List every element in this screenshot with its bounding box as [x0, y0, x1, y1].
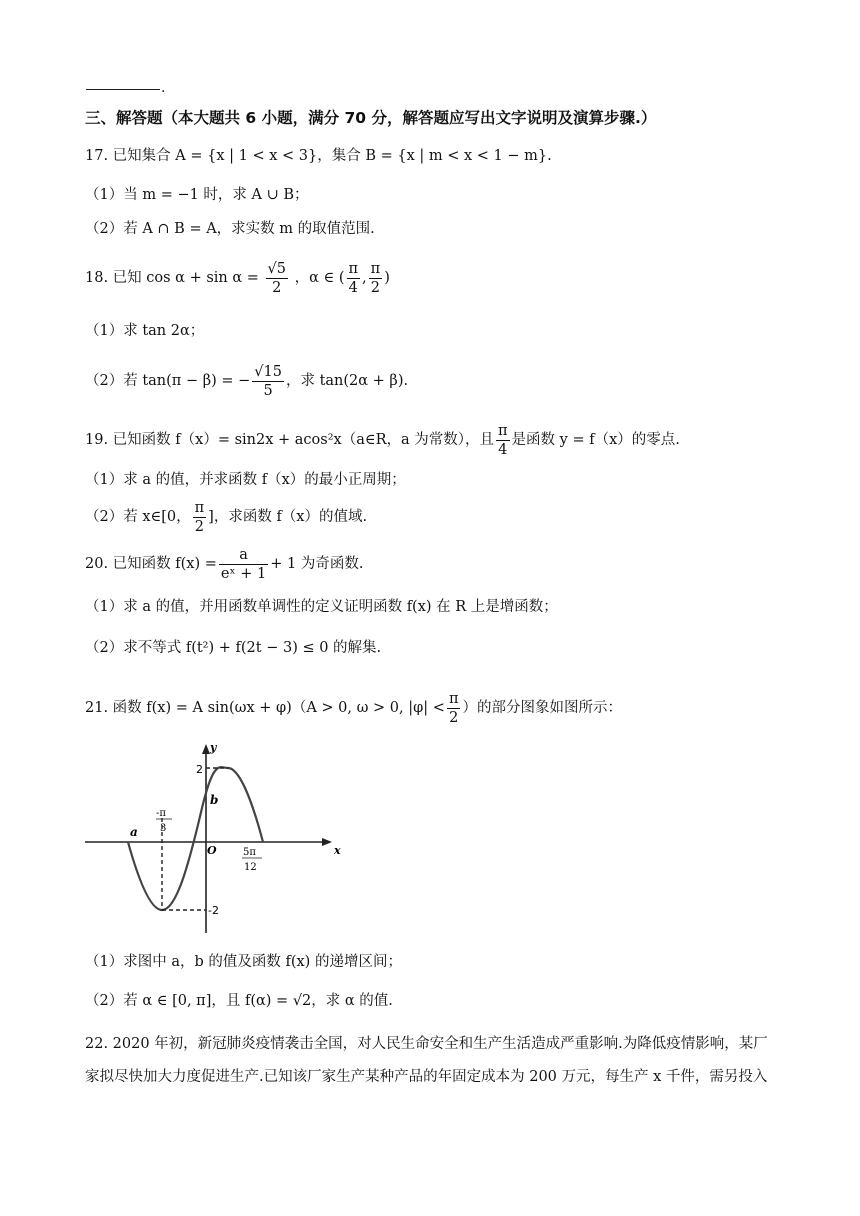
- q21-stem-pre: 21. 函数 f(x) = A sin(ωx + φ)（A > 0, ω > 0, |φ| <: [85, 700, 445, 716]
- q18-stem: [85, 258, 390, 298]
- q19-frac-num: π: [498, 422, 508, 439]
- q21-fraction: [447, 690, 461, 727]
- q20-frac-den: eˣ + 1: [220, 565, 267, 582]
- y-axis-label: y: [210, 741, 217, 754]
- q18-fraction: [266, 260, 288, 297]
- q18-stem-mid: ，α ∈ (: [294, 270, 345, 286]
- blank-period: .: [161, 80, 166, 96]
- q18-p2-pre: （2）若 tan(π − β) = −: [85, 373, 251, 389]
- q20-stem-post: + 1 为奇函数.: [270, 556, 364, 572]
- q18-p2-den: 5: [263, 382, 273, 399]
- q20-fraction: [219, 546, 268, 583]
- q18-b-num: π: [370, 260, 381, 277]
- q18-frac-den: 2: [272, 279, 282, 296]
- q18-a-den: 4: [348, 279, 358, 296]
- q19-stem-post: 是函数 y = f（x）的零点.: [511, 432, 680, 448]
- tick-left-num: -π: [156, 808, 166, 819]
- q19-p2-num: π: [194, 499, 205, 516]
- q18-p2-post: ，求 tan(2α + β).: [285, 373, 409, 389]
- q19-fraction: [496, 422, 510, 459]
- q19-stem: [85, 420, 680, 460]
- point-b-label: b: [210, 793, 219, 807]
- q20-part2: （2）求不等式 f(t²) + f(2t − 3) ≤ 0 的解集.: [85, 640, 382, 656]
- q18-interval-left: [347, 260, 361, 297]
- y-max-label: 2: [196, 763, 203, 776]
- q20-stem-pre: 20. 已知函数 f(x) =: [85, 556, 217, 572]
- q19-p2-fraction: [193, 499, 207, 536]
- q19-stem-pre: 19. 已知函数 f（x）= sin2x + acos²x（a∈R，a 为常数），且: [85, 432, 494, 448]
- q19-part1: （1）求 a 的值，并求函数 f（x）的最小正周期；: [85, 472, 406, 488]
- q18-interval-right: [369, 260, 383, 297]
- q22-line2: 家拟尽快加大力度促进生产.已知该厂家生产某种产品的年固定成本为 200 万元，每生产 x 千件，需另投入: [85, 1069, 768, 1085]
- q21-part2: （2）若 α ∈ [0, π]，且 f(α) = √2，求 α 的值.: [85, 993, 393, 1009]
- q19-p2-post: ]，求函数 f（x）的值域.: [208, 509, 368, 525]
- q18-part2: [85, 361, 408, 401]
- q18-p2-fraction: [252, 363, 284, 400]
- tick-right-den: 12: [244, 862, 257, 873]
- x-axis-arrow: [322, 838, 332, 846]
- q21-frac-den: 2: [449, 709, 459, 726]
- q20-part1: （1）求 a 的值，并用函数单调性的定义证明函数 f(x) 在 R 上是增函数；: [85, 599, 558, 615]
- q18-b-den: 2: [370, 279, 381, 296]
- q17-stem: 17. 已知集合 A = {x | 1 < x < 3}，集合 B = {x | m < x < 1 − m}.: [85, 148, 552, 164]
- sine-curve: [128, 767, 263, 910]
- tick-left-den: 3: [160, 823, 167, 834]
- q17-part2: （2）若 A ∩ B = A，求实数 m 的取值范围.: [85, 221, 375, 237]
- q21-frac-num: π: [448, 690, 459, 707]
- q19-p2-den: 2: [194, 518, 205, 535]
- q17-part1: （1）当 m = −1 时，求 A ∪ B；: [85, 187, 309, 203]
- q18-p2-num: √15: [254, 363, 282, 380]
- q19-part2: [85, 497, 367, 537]
- q20-stem: [85, 544, 363, 584]
- q21-stem: [85, 688, 622, 728]
- sine-graph: [80, 738, 350, 938]
- section-heading: 三、解答题（本大题共 6 小题，满分 70 分，解答题应写出文字说明及演算步骤.）: [85, 109, 657, 127]
- y-min-label: -2: [208, 904, 219, 917]
- q20-frac-num: a: [219, 546, 268, 565]
- origin-label: O: [207, 844, 217, 857]
- q19-p2-pre: （2）若 x∈[0，: [85, 509, 191, 525]
- q18-stem-pre: 18. 已知 cos α + sin α =: [85, 270, 259, 286]
- q19-frac-den: 4: [498, 441, 508, 458]
- x-axis-label: x: [334, 844, 341, 857]
- q18-a-num: π: [348, 260, 359, 277]
- point-a-label: a: [130, 825, 138, 839]
- q18-close: ): [384, 270, 390, 286]
- answer-blank: [86, 89, 160, 90]
- tick-right-num: 5π: [243, 847, 256, 858]
- q21-stem-post: ）的部分图象如图所示：: [462, 700, 622, 716]
- q22-line1: 22. 2020 年初，新冠肺炎疫情袭击全国，对人民生命安全和生产生活造成严重影响.为降低疫情影响，某厂: [85, 1036, 768, 1052]
- y-axis-arrow: [202, 744, 210, 754]
- q18-comma: ,: [362, 270, 367, 286]
- q18-part1: （1）求 tan 2α；: [85, 323, 205, 339]
- q18-frac-num: √5: [267, 260, 286, 277]
- q21-part1: （1）求图中 a，b 的值及函数 f(x) 的递增区间；: [85, 954, 402, 970]
